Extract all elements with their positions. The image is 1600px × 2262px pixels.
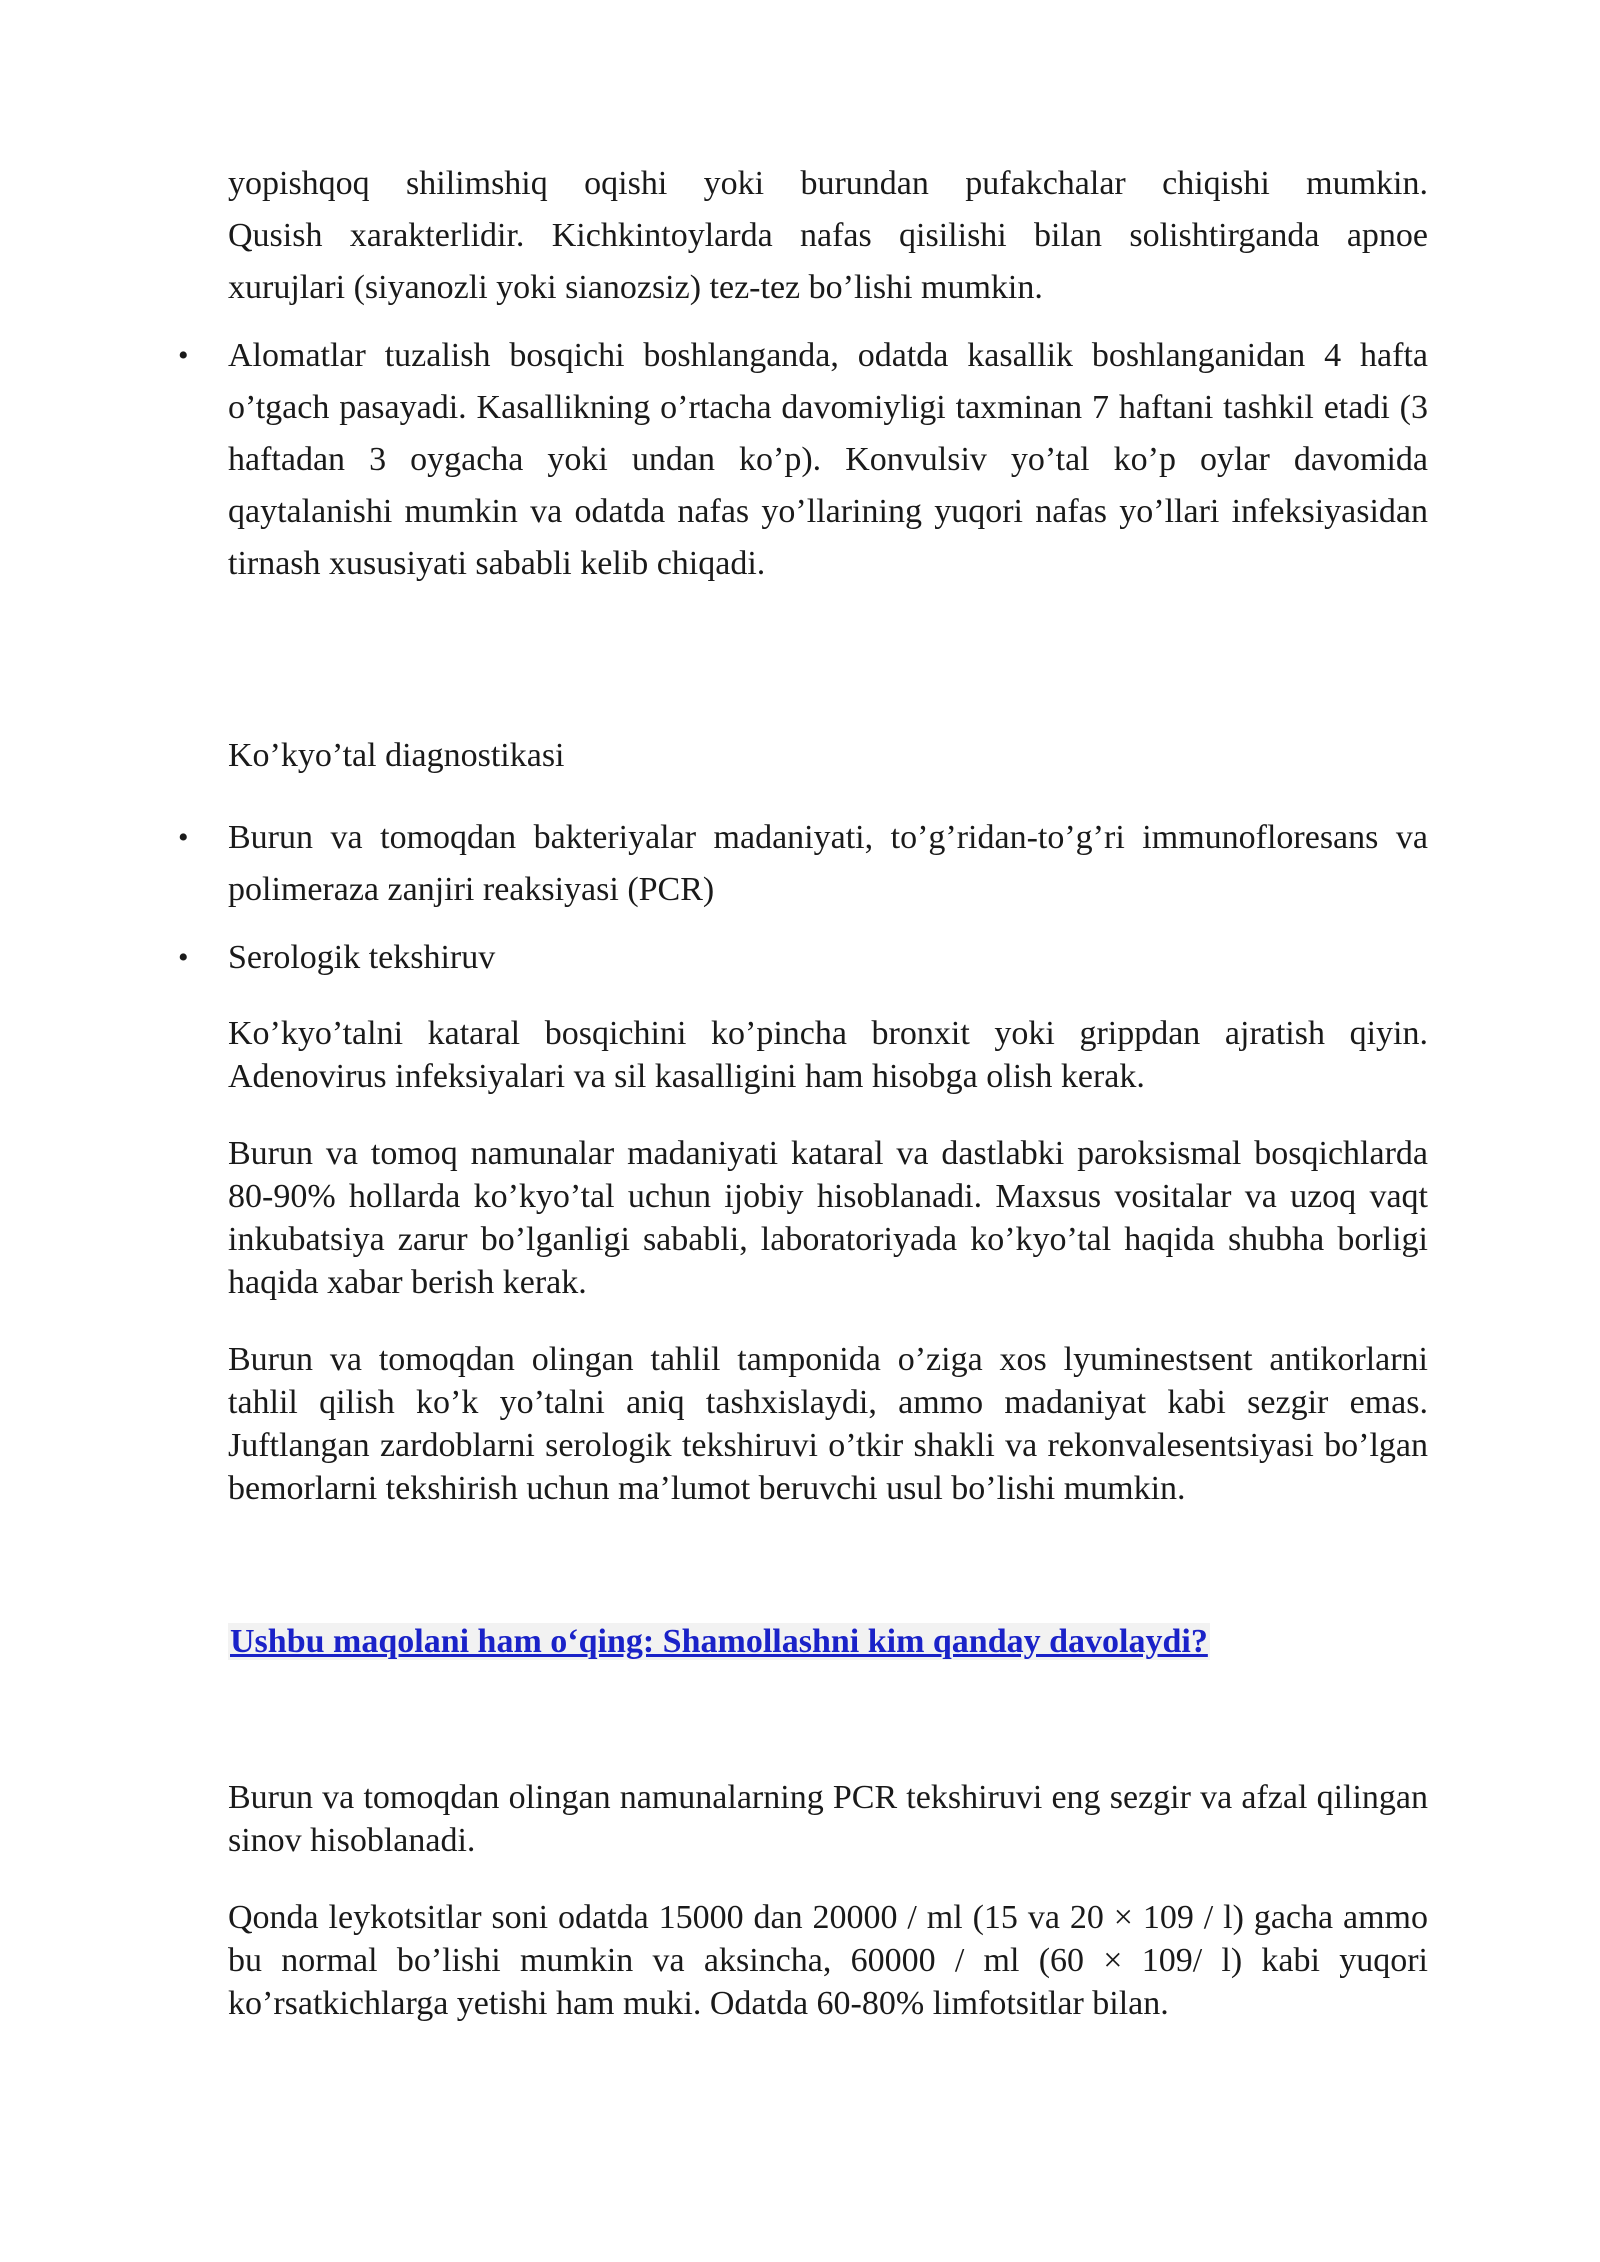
text-line: yopishqoq shilimshiq oqishi yoki burundan pufakchalar chiqishi mumkin.: [228, 165, 1428, 202]
diagnostic-list: [178, 812, 1428, 984]
list-item: [178, 812, 1428, 916]
list-item-text: Alomatlar tuzalish bosqichi boshlanganda, odatda kasallik boshlanganidan 4 hafta o’tgach pasayadi. Kasallikning o’rtacha davomiyligi taxminan 7 haftani tashkil etadi (3 haftadan 3 oygacha yoki undan ko’p). Konvulsiv yo’tal ko’p oylar davomida qaytalanishi mumkin va odatda nafas yo’llarining yuqori nafas yo’llari infeksiyasidan tirnash xususiyati sababli kelib chiqadi.: [228, 337, 1428, 582]
paragraph: Burun va tomoqdan olingan tahlil tamponida o’ziga xos lyuminestsent antikorlarni tahlil qilish ko’k yo’talni aniq tashxislaydi, ammo madaniyat kabi sezgir emas. Juftlangan zardoblarni serologik tekshiruvi o’tkir shakli va rekonvalesentsiyasi bo’lgan bemorlarni tekshirish uchun ma’lumot beruvchi usul bo’lishi mumkin.: [228, 1341, 1428, 1507]
paragraph: Burun va tomoq namunalar madaniyati kataral va dastlabki paroksismal bosqichlarda 80-90% hollarda ko’kyo’tal uchun ijobiy hisoblanadi. Maxsus vositalar va uzoq vaqt inkubatsiya zarur bo’lganligi sababli, laboratoriyada ko’kyo’tal haqida shubha borligi haqida xabar berish kerak.: [228, 1135, 1428, 1301]
list-item: [178, 932, 1428, 984]
text-line: xurujlari (siyanozli yoki sianozsiz) tez-tez bo’lishi mumkin.: [228, 269, 1043, 306]
paragraph: Burun va tomoqdan olingan namunalarning PCR tekshiruvi eng sezgir va afzal qilingan sinov hisoblanadi.: [228, 1779, 1428, 1859]
bullet-icon: •: [178, 941, 189, 974]
continued-bullet-text: [228, 158, 1428, 314]
related-article-link[interactable]: Ushbu maqolani ham o‘qing: Shamollashni kim qanday davolaydi?: [230, 1623, 1208, 1660]
symptom-list: [178, 330, 1428, 590]
list-item-text: Burun va tomoqdan bakteriyalar madaniyati, to’g’ridan-to’g’ri immunofloresans va polimeraza zanjiri reaksiyasi (PCR): [228, 819, 1428, 908]
related-article: [228, 1618, 1428, 1666]
paragraph: Ko’kyo’talni kataral bosqichini ko’pincha bronxit yoki grippdan ajratish qiyin. Adenovirus infeksiyalari va sil kasalligini ham hisobga olish kerak.: [228, 1015, 1428, 1095]
paragraph: Qonda leykotsitlar soni odatda 15000 dan 20000 / ml (15 va 20 × 109 / l) gacha ammo bu normal bo’lishi mumkin va aksincha, 60000 / ml (60 × 109/ l) kabi yuqori ko’rsatkichlarga yetishi ham muki. Odatda 60-80% limfotsitlar bilan.: [228, 1899, 1428, 2022]
list-item-text: Serologik tekshiruv: [228, 939, 496, 976]
bullet-icon: •: [178, 821, 189, 854]
document-body: [178, 158, 1428, 2025]
list-item: [178, 330, 1428, 590]
section-heading: Ko’kyo’tal diagnostikasi: [228, 737, 565, 774]
text-line: Qusish xarakterlidir. Kichkintoylarda nafas qisilishi bilan solishtirganda apnoe: [228, 217, 1428, 254]
bullet-icon: •: [178, 339, 189, 372]
